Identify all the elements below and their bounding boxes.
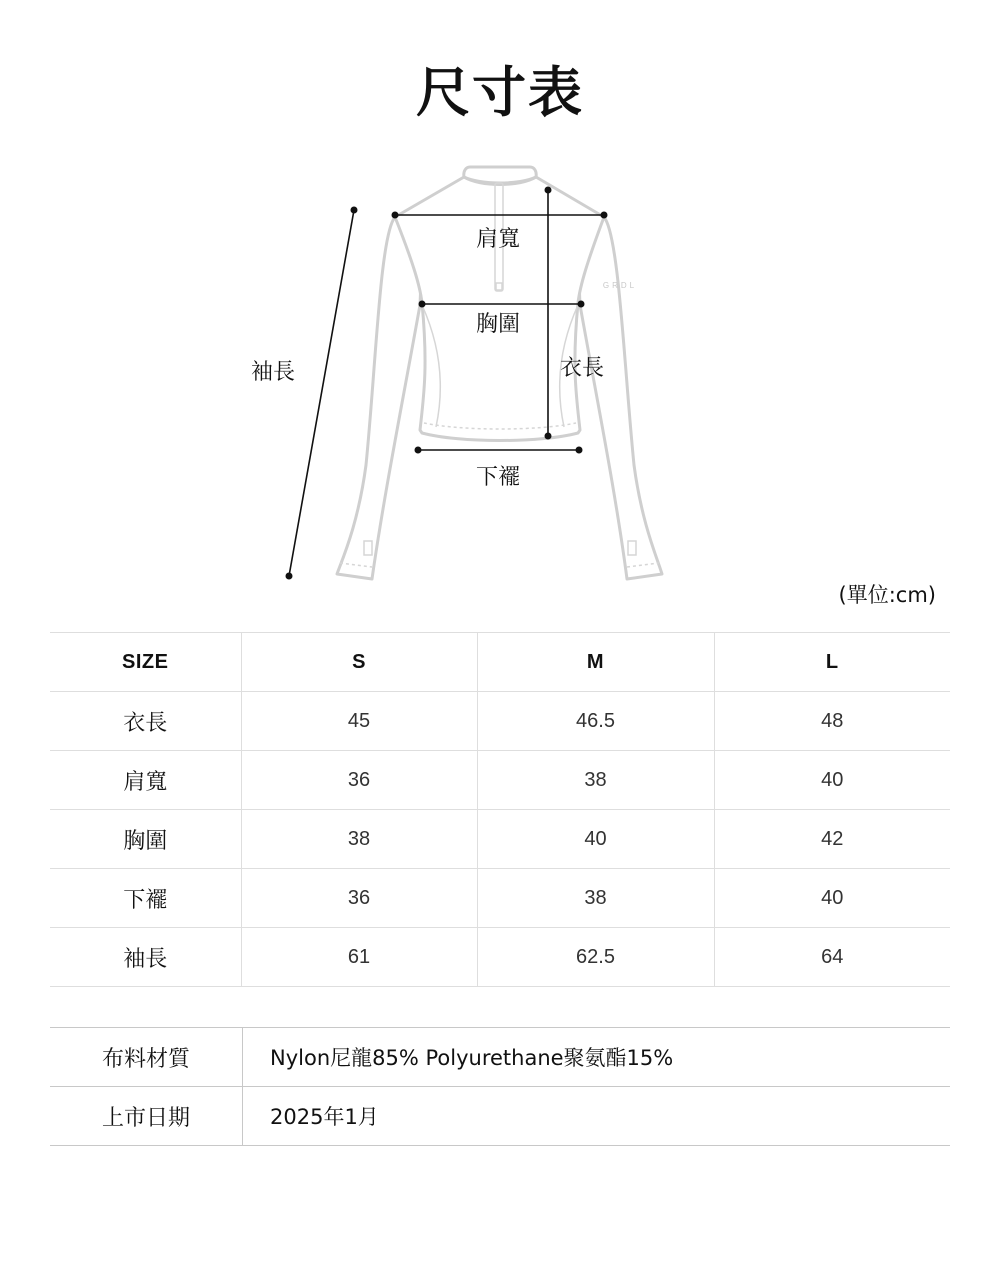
table-row	[50, 751, 950, 810]
page-title: 尺寸表	[416, 61, 584, 124]
cell-value: 40	[714, 751, 950, 810]
cell-value: 38	[477, 751, 714, 810]
chest-label: 胸圍	[476, 312, 521, 337]
cell-value: 42	[714, 810, 950, 869]
left-sleeve-outline	[337, 217, 422, 579]
size-table	[50, 632, 950, 987]
sleeve-measure-line	[289, 210, 354, 576]
cell-value: 40	[477, 810, 714, 869]
cell-value: 45	[241, 692, 477, 751]
size-column-header: SIZE	[50, 633, 241, 692]
size-l-header: L	[714, 633, 950, 692]
product-info-table	[50, 1027, 950, 1146]
release-date-value: 2025年1月	[243, 1087, 951, 1146]
row-label: 胸圍	[50, 810, 241, 869]
table-row	[50, 928, 950, 987]
info-row-material	[50, 1028, 950, 1087]
row-label: 下襬	[50, 869, 241, 928]
material-label: 布料材質	[50, 1028, 243, 1087]
material-value: Nylon尼龍85% Polyurethane聚氨酯15%	[243, 1028, 951, 1087]
info-row-release-date	[50, 1087, 950, 1146]
body-outline	[395, 177, 604, 441]
row-label: 肩寬	[50, 751, 241, 810]
garment-diagram	[0, 165, 1000, 595]
size-table-header-row	[50, 633, 950, 692]
shoulder-label: 肩寬	[476, 227, 521, 252]
table-row	[50, 869, 950, 928]
cell-value: 36	[241, 869, 477, 928]
cell-value: 64	[714, 928, 950, 987]
unit-note: (單位:cm)	[838, 583, 936, 607]
right-sleeve-outline	[578, 217, 662, 579]
cell-value: 62.5	[477, 928, 714, 987]
row-label: 袖長	[50, 928, 241, 987]
table-row	[50, 692, 950, 751]
cell-value: 38	[241, 810, 477, 869]
sleeve-label: 袖長	[251, 360, 296, 385]
release-date-label: 上市日期	[50, 1087, 243, 1146]
table-row	[50, 810, 950, 869]
brand-mark: GRDL	[602, 281, 638, 290]
cell-value: 38	[477, 869, 714, 928]
size-s-header: S	[241, 633, 477, 692]
row-label: 衣長	[50, 692, 241, 751]
cell-value: 40	[714, 869, 950, 928]
cell-value: 36	[241, 751, 477, 810]
cell-value: 48	[714, 692, 950, 751]
length-label: 衣長	[560, 356, 605, 381]
size-m-header: M	[477, 633, 714, 692]
hem-label: 下襬	[476, 465, 521, 490]
cell-value: 61	[241, 928, 477, 987]
collar-outline	[464, 167, 536, 183]
cell-value: 46.5	[477, 692, 714, 751]
